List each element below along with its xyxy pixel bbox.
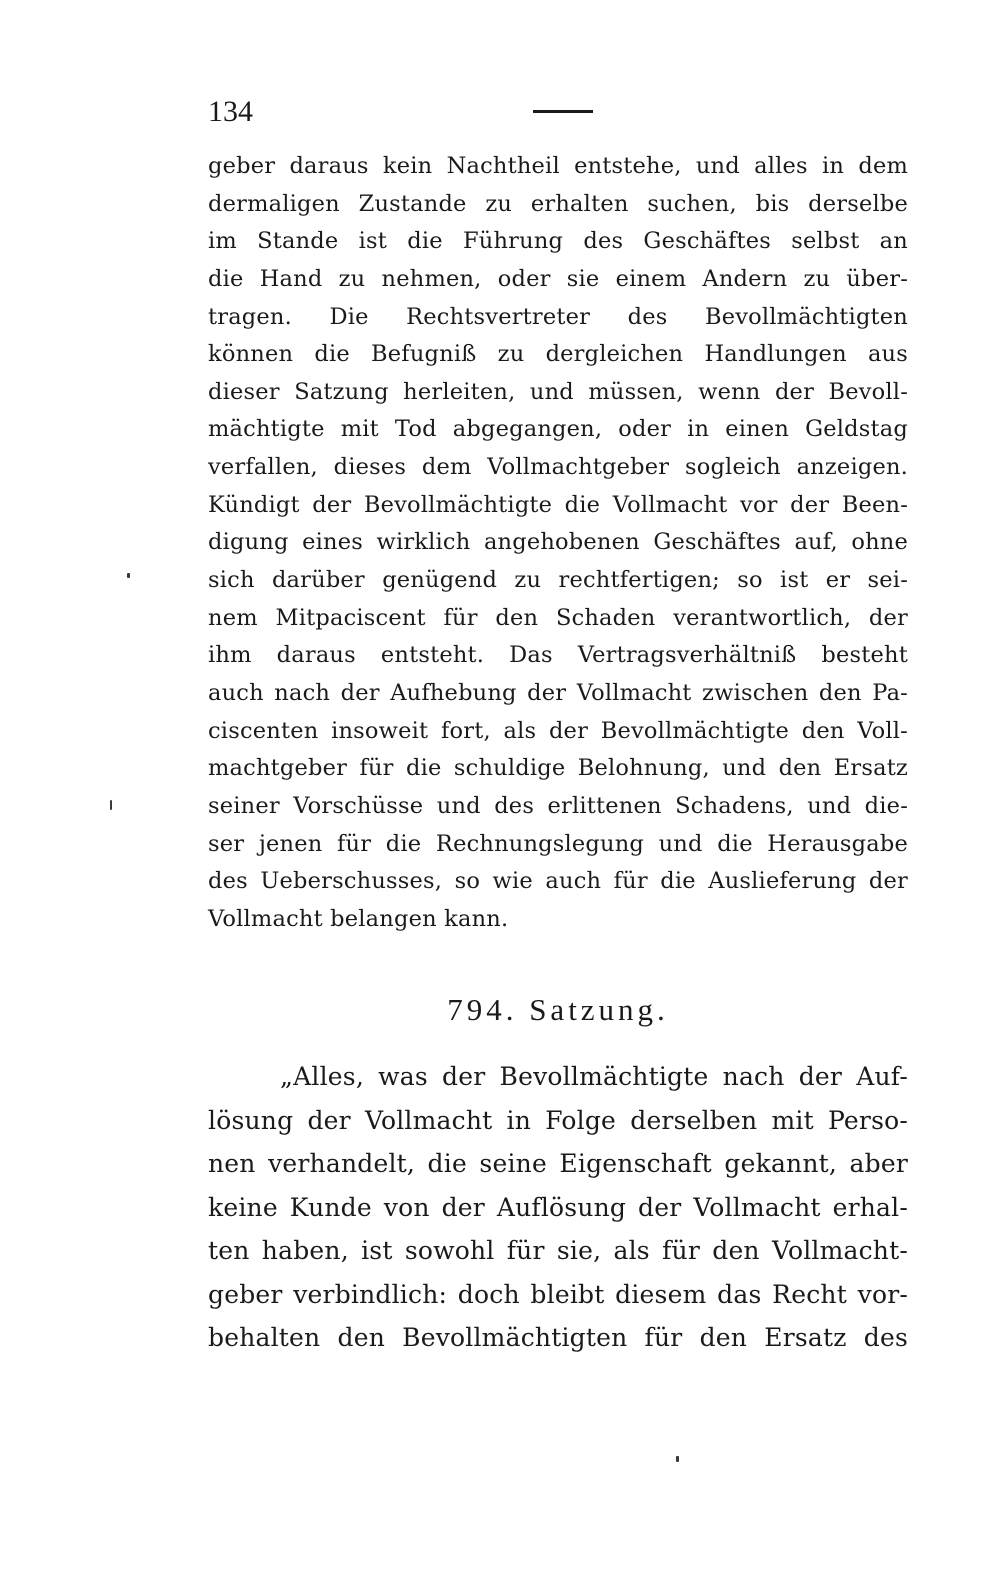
text-line: ihm daraus entsteht. Das Vertragsverhältniß besteht bbox=[208, 642, 908, 669]
text-line: des Ueberschusses, so wie auch für die Auslieferung der bbox=[208, 868, 908, 895]
text-line: tragen. Die Rechtsvertreter des Bevollmächtigten bbox=[208, 303, 908, 330]
text-line: behalten den Bevollmächtigten für den Ersatz des bbox=[208, 1323, 908, 1352]
text-line: ten haben, ist sowohl für sie, als für den Vollmacht- bbox=[208, 1236, 908, 1265]
text-line: können die Befugniß zu dergleichen Handlungen aus bbox=[208, 341, 908, 368]
text-line: im Stande ist die Führung des Geschäftes selbst an bbox=[208, 228, 908, 255]
ink-speck bbox=[676, 1456, 679, 1462]
text-line: seiner Vorschüsse und des erlittenen Schadens, und die- bbox=[208, 792, 908, 819]
text-line: lösung der Vollmacht in Folge derselben mit Perso- bbox=[208, 1105, 908, 1135]
header-dash-rule bbox=[533, 110, 593, 113]
text-line: mächtigte mit Tod abgegangen, oder in einen Geldstag bbox=[208, 416, 908, 443]
text-line: ciscenten insoweit fort, als der Bevollmächtigte den Voll- bbox=[208, 717, 908, 744]
text-line: digung eines wirklich angehobenen Geschäftes auf, ohne bbox=[208, 529, 908, 556]
section-paragraph bbox=[208, 1055, 908, 1360]
text-line: nen verhandelt, die seine Eigenschaft gekannt, aber bbox=[208, 1149, 908, 1178]
page-header bbox=[208, 92, 908, 132]
text-line: auch nach der Aufhebung der Vollmacht zwischen den Pa- bbox=[208, 679, 908, 706]
text-line: sich darüber genügend zu rechtfertigen; so ist er sei- bbox=[208, 567, 908, 594]
text-line: die Hand zu nehmen, oder sie einem Andern zu über- bbox=[208, 265, 908, 292]
section-heading: 794. Satzung. bbox=[447, 992, 669, 1027]
text-line: dermaligen Zustande zu erhalten suchen, bis derselbe bbox=[208, 190, 908, 217]
text-line: keine Kunde von der Auflösung der Vollmacht erhal- bbox=[208, 1192, 908, 1222]
ink-speck bbox=[127, 573, 130, 578]
text-line: dieser Satzung herleiten, und müssen, wenn der Bevoll- bbox=[208, 378, 908, 405]
text-line: Vollmacht belangen kann. bbox=[208, 905, 509, 932]
text-line: geber verbindlich: doch bleibt diesem das Recht vor- bbox=[208, 1279, 908, 1309]
ink-speck bbox=[110, 800, 112, 810]
paragraph-continued bbox=[208, 148, 908, 938]
text-line: ser jenen für die Rechnungslegung und die Herausgabe bbox=[208, 830, 908, 857]
text-line: Kündigt der Bevollmächtigte die Vollmacht vor der Been- bbox=[208, 491, 908, 518]
text-line: „Alles, was der Bevollmächtigte nach der Auf- bbox=[280, 1062, 908, 1091]
text-line: nem Mitpaciscent für den Schaden verantwortlich, der bbox=[208, 604, 908, 631]
text-line: geber daraus kein Nachtheil entstehe, und alles in dem bbox=[208, 153, 908, 179]
text-line: verfallen, dieses dem Vollmachtgeber sogleich anzeigen. bbox=[208, 454, 908, 481]
page-number: 134 bbox=[208, 95, 253, 128]
text-line: machtgeber für die schuldige Belohnung, und den Ersatz bbox=[208, 755, 908, 782]
